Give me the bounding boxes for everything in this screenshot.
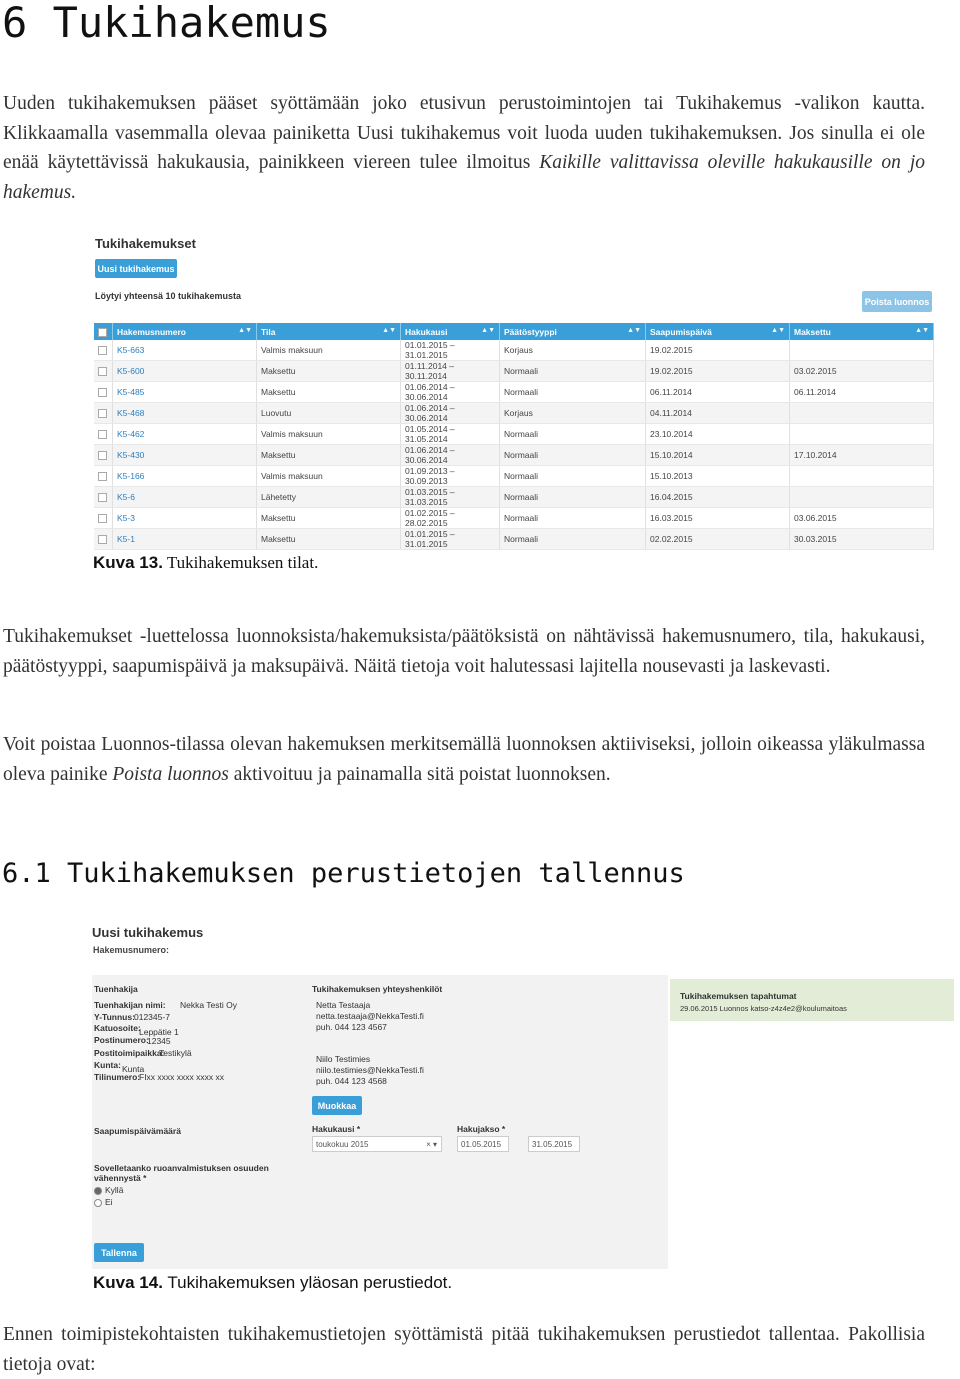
col-header-decision[interactable]: Päätöstyyppi ▲▼ (500, 323, 646, 340)
col-header-status[interactable]: Tila ▲▼ (257, 323, 401, 340)
application-link[interactable]: K5-663 (113, 340, 257, 361)
table-row: K5-600 Maksettu 01.11.2014 – 30.11.2014 Normaali 19.02.2015 03.02.2015 (94, 361, 934, 382)
row-checkbox[interactable] (98, 346, 107, 355)
application-link[interactable]: K5-6 (113, 487, 257, 508)
intro-italic: Kaikille valittavissa oleville hakukausille on jo hakemus. (3, 152, 925, 203)
sort-icon: ▲▼ (238, 326, 252, 334)
events-title: Tukihakemuksen tapahtumat (680, 991, 797, 1001)
figure-caption-14: Kuva 14. Tukihakemuksen yläosan perustiedot. (93, 1273, 453, 1292)
intro-text: Uuden tukihakemuksen pääset syöttämään joko etusivun perustoimintojen tai Tukihakemus -valikon kautta. Klikkaamalla vasemmalla olevaa painiketta Uusi tukihakemus voit luoda uuden tukihakemuksen. Jos sinulla ei ole enää käytettävissä hakukausia, painikkeen viereen tulee ilmoitus (3, 93, 925, 173)
select-all-header[interactable] (94, 323, 113, 340)
range-label: Hakujakso * (457, 1124, 506, 1134)
sort-icon: ▲▼ (481, 326, 495, 334)
section-heading: 6.1 Tukihakemuksen perustietojen tallennus (2, 858, 685, 889)
applications-table (94, 323, 934, 550)
radio-selected-icon (94, 1187, 102, 1195)
new-application-button[interactable]: Uusi tukihakemus (95, 259, 177, 278)
basic-info-panel: Tuenhakija Tuenhakijan nimi: Nekka Testi Oy Y-Tunnus: 012345-7 Katuosoite: Leppätie 1 Postinumero: 12345 Postitoimipaikka: Testikylä Kunta: Kunta Tilinumero: FIxx xxxx xxxx xxxx xx Tukihakemuksen yhteyshenkilöt Netta Testaaja netta.testaaja@NekkaTesti.fi puh. 044 123 4567 Niilo Testimies niilo.testimies@NekkaTesti.fi puh. 044 123 4568 Muokkaa Saapumispäivämäärä Hakukausi * toukokuu 2015 × ▾ Hakujakso * 01.05.2015 31.05.2015 Sovelletaanko ruoanvalmistuksen osuuden vähennystä * Kyllä Ei (92, 975, 668, 1269)
radio-empty-icon (94, 1199, 102, 1207)
arrival-date-label: Saapumispäivämäärä (94, 1126, 181, 1136)
paragraph-required-info: Ennen toimipistekohtaisten tukihakemustietojen syöttämistä pitää tukihakemuksen perustiedot tallentaa. Pakollisia tietoja ovat: (3, 1324, 925, 1375)
table-row: K5-1 Maksettu 01.01.2015 – 31.01.2015 Normaali 02.02.2015 30.03.2015 (94, 529, 934, 550)
applicant-section-title: Tuenhakija (94, 984, 138, 994)
table-row: K5-3 Maksettu 01.02.2015 – 28.02.2015 Normaali 16.03.2015 03.06.2015 (94, 508, 934, 529)
contacts-section-title: Tukihakemuksen yhteyshenkilöt (312, 984, 443, 994)
list-title: Tukihakemukset (95, 236, 196, 251)
application-link[interactable]: K5-3 (113, 508, 257, 529)
screenshot-applications-list (92, 230, 934, 549)
sort-icon: ▲▼ (382, 326, 396, 334)
table-row: K5-468 Luovutu 01.06.2014 – 30.06.2014 Korjaus 04.11.2014 (94, 403, 934, 424)
radio-yes[interactable]: Kyllä (94, 1185, 123, 1195)
events-entry: 29.06.2015 Luonnos katso-z4z4e2@koulumaitoas (680, 1004, 847, 1013)
application-link[interactable]: K5-468 (113, 403, 257, 424)
application-number-label: Hakemusnumero: (93, 945, 170, 955)
range-start-input[interactable]: 01.05.2015 (457, 1136, 509, 1152)
edit-button[interactable]: Muokkaa (312, 1096, 362, 1115)
table-row: K5-663 Valmis maksuun 01.01.2015 – 31.01.2015 Korjaus 19.02.2015 (94, 340, 934, 361)
period-select[interactable]: toukokuu 2015 × ▾ (312, 1136, 442, 1152)
period-label: Hakukausi * (312, 1124, 361, 1134)
sort-icon: ▲▼ (915, 326, 929, 334)
select-all-checkbox[interactable] (98, 328, 107, 337)
radio-no[interactable]: Ei (94, 1197, 113, 1207)
row-checkbox[interactable] (98, 472, 107, 481)
intro-paragraph (3, 89, 925, 207)
table-row: K5-166 Valmis maksuun 01.09.2013 – 30.09.2013 Normaali 15.10.2013 (94, 466, 934, 487)
figure-caption-13: Kuva 13. Tukihakemuksen tilat. (93, 553, 319, 572)
sort-icon: ▲▼ (771, 326, 785, 334)
delete-draft-button[interactable]: Poista luonnos (862, 291, 932, 312)
row-checkbox[interactable] (98, 367, 107, 376)
row-checkbox[interactable] (98, 535, 107, 544)
result-count: Löytyi yhteensä 10 tukihakemusta (95, 291, 242, 301)
screenshot-new-application (92, 925, 954, 1265)
form-title: Uusi tukihakemus (92, 925, 204, 940)
save-button[interactable]: Tallenna (94, 1243, 144, 1262)
col-header-arrival[interactable]: Saapumispäivä ▲▼ (646, 323, 790, 340)
row-checkbox[interactable] (98, 388, 107, 397)
application-link[interactable]: K5-430 (113, 445, 257, 466)
sort-icon: ▲▼ (627, 326, 641, 334)
paragraph-list-info: Tukihakemukset -luettelossa luonnoksista/hakemuksista/päätöksistä on nähtävissä hakemusnumero, tila, hakukausi, päätöstyyppi, saapumispäivä ja maksupäivä. Näitä tietoja voit halutessasi lajitella nousevasti ja laskevasti. (3, 626, 925, 677)
row-checkbox[interactable] (98, 409, 107, 418)
page-heading: 6 Tukihakemus (2, 0, 331, 47)
application-link[interactable]: K5-485 (113, 382, 257, 403)
paragraph-delete-draft: Voit poistaa Luonnos-tilassa olevan hakemuksen merkitsemällä luonnoksen aktiiviseksi, jolloin oikeassa yläkulmassa oleva painike Poista luonnos aktivoituu ja painamalla sitä poistat luonnoksen. (3, 734, 925, 785)
row-checkbox[interactable] (98, 430, 107, 439)
events-panel (670, 979, 954, 1021)
table-row: K5-430 Maksettu 01.06.2014 – 30.06.2014 Normaali 15.10.2014 17.10.2014 (94, 445, 934, 466)
table-row: K5-6 Lähetetty 01.03.2015 – 31.03.2015 Normaali 16.04.2015 (94, 487, 934, 508)
application-link[interactable]: K5-462 (113, 424, 257, 445)
row-checkbox[interactable] (98, 493, 107, 502)
row-checkbox[interactable] (98, 451, 107, 460)
row-checkbox[interactable] (98, 514, 107, 523)
chevron-down-icon: × ▾ (426, 1139, 437, 1149)
col-header-period[interactable]: Hakukausi ▲▼ (401, 323, 500, 340)
range-end-input[interactable]: 31.05.2015 (528, 1136, 580, 1152)
application-link[interactable]: K5-166 (113, 466, 257, 487)
table-row: K5-462 Valmis maksuun 01.05.2014 – 31.05.2014 Normaali 23.10.2014 (94, 424, 934, 445)
col-header-number[interactable]: Hakemusnumero ▲▼ (113, 323, 257, 340)
application-link[interactable]: K5-1 (113, 529, 257, 550)
table-row: K5-485 Maksettu 01.06.2014 – 30.06.2014 Normaali 06.11.2014 06.11.2014 (94, 382, 934, 403)
application-link[interactable]: K5-600 (113, 361, 257, 382)
col-header-paid[interactable]: Maksettu ▲▼ (790, 323, 934, 340)
deduction-question: Sovelletaanko ruoanvalmistuksen osuuden vähennystä * (94, 1163, 269, 1183)
